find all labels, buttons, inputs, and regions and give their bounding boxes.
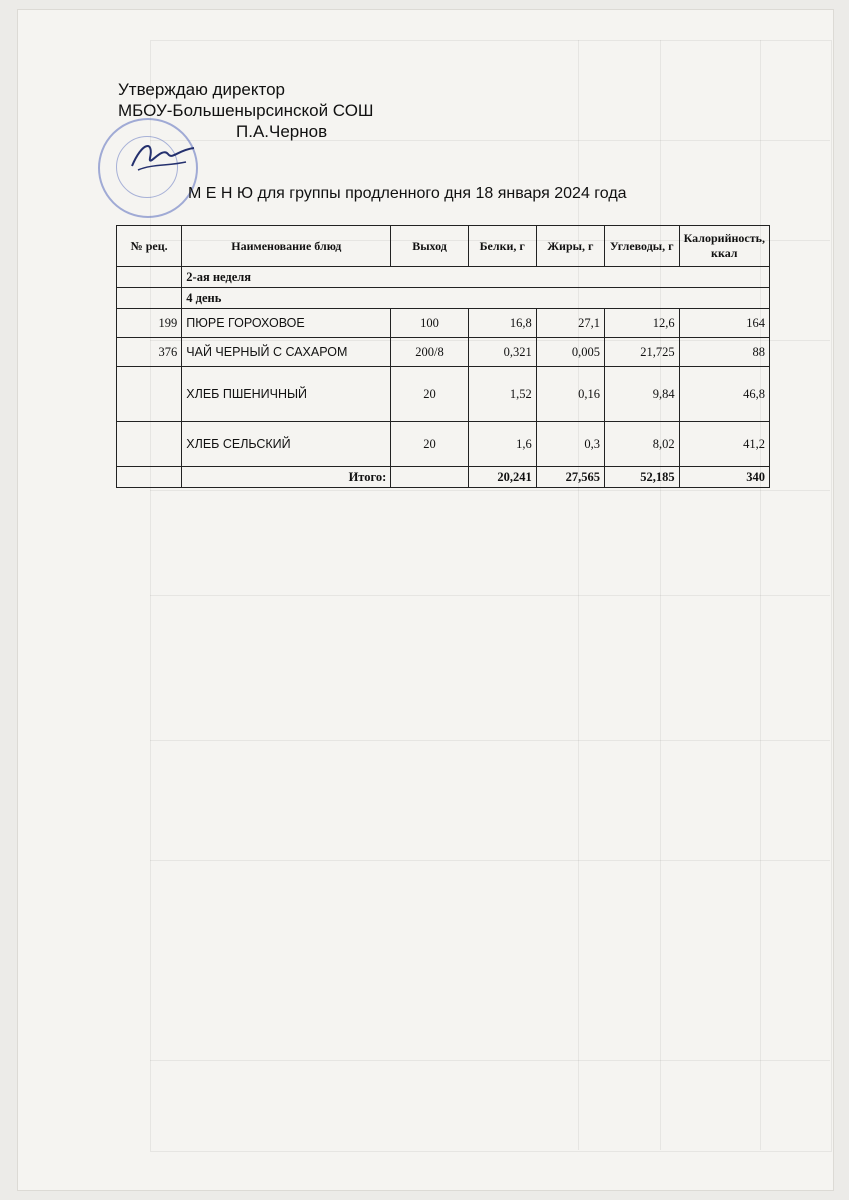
recipe-number: [117, 367, 182, 422]
dish-output: 100: [391, 309, 468, 338]
total-carbs: 52,185: [604, 467, 679, 488]
show-through-line: [150, 740, 830, 741]
header-calories: Калорийность, ккал: [679, 226, 769, 267]
header-carbs: Углеводы, г: [604, 226, 679, 267]
dish-fats: 0,005: [536, 338, 604, 367]
show-through-line: [150, 595, 830, 596]
show-through-line: [150, 490, 830, 491]
dish-carbs: 21,725: [604, 338, 679, 367]
dish-proteins: 1,6: [468, 422, 536, 467]
dish-carbs: 9,84: [604, 367, 679, 422]
header-fats: Жиры, г: [536, 226, 604, 267]
dish-name: ЧАЙ ЧЕРНЫЙ С САХАРОМ: [182, 338, 391, 367]
total-fats: 27,565: [536, 467, 604, 488]
show-through-line: [150, 1060, 830, 1061]
dish-proteins: 16,8: [468, 309, 536, 338]
week-row: [117, 267, 770, 288]
dish-calories: 46,8: [679, 367, 769, 422]
header-output: Выход: [391, 226, 468, 267]
dish-output: 20: [391, 367, 468, 422]
dish-name: ПЮРЕ ГОРОХОВОЕ: [182, 309, 391, 338]
school-name: МБОУ-Большенырсинской СОШ: [118, 101, 374, 120]
table-row: [117, 309, 770, 338]
table-row: [117, 367, 770, 422]
reverse-side-show-through: [150, 40, 832, 1152]
dish-name: ХЛЕБ ПШЕНИЧНЫЙ: [182, 367, 391, 422]
header-name: Наименование блюд: [182, 226, 391, 267]
recipe-number: 376: [117, 338, 182, 367]
show-through-column: [760, 40, 761, 1150]
dish-name: ХЛЕБ СЕЛЬСКИЙ: [182, 422, 391, 467]
dish-output: 200/8: [391, 338, 468, 367]
show-through-line: [150, 860, 830, 861]
total-calories: 340: [679, 467, 769, 488]
dish-output: 20: [391, 422, 468, 467]
show-through-column: [578, 40, 579, 1150]
day-label: 4 день: [182, 288, 770, 309]
total-proteins: 20,241: [468, 467, 536, 488]
table-header-row: [117, 226, 770, 267]
approval-block: [118, 79, 374, 142]
director-name: П.А.Чернов: [236, 122, 328, 141]
dish-proteins: 1,52: [468, 367, 536, 422]
total-label: Итого:: [182, 467, 391, 488]
week-label: 2-ая неделя: [182, 267, 770, 288]
header-proteins: Белки, г: [468, 226, 536, 267]
recipe-number: [117, 422, 182, 467]
dish-proteins: 0,321: [468, 338, 536, 367]
signature-icon: [128, 136, 198, 176]
table-row: [117, 422, 770, 467]
dish-calories: 88: [679, 338, 769, 367]
dish-carbs: 12,6: [604, 309, 679, 338]
dish-calories: 41,2: [679, 422, 769, 467]
menu-title: М Е Н Ю для группы продленного дня 18 января 2024 года: [188, 185, 627, 202]
dish-carbs: 8,02: [604, 422, 679, 467]
approval-line: Утверждаю директор: [118, 80, 286, 99]
dish-fats: 0,16: [536, 367, 604, 422]
dish-fats: 27,1: [536, 309, 604, 338]
table-row: [117, 338, 770, 367]
day-row: [117, 288, 770, 309]
menu-table: [116, 225, 770, 488]
show-through-column: [660, 40, 661, 1150]
dish-fats: 0,3: [536, 422, 604, 467]
dish-calories: 164: [679, 309, 769, 338]
header-recipe: № рец.: [117, 226, 182, 267]
total-row: [117, 467, 770, 488]
recipe-number: 199: [117, 309, 182, 338]
